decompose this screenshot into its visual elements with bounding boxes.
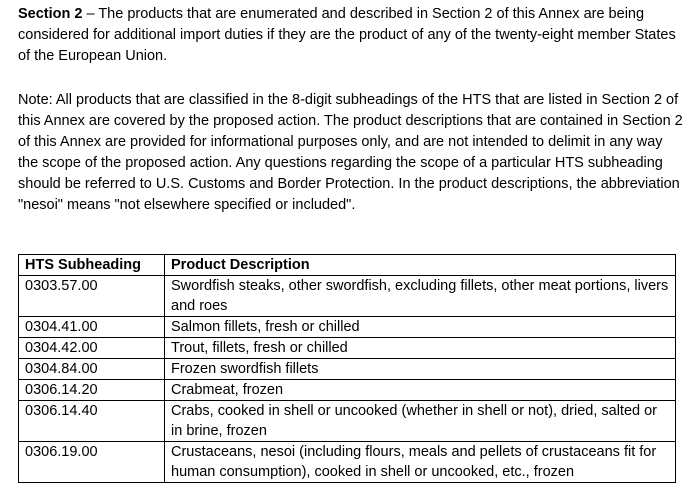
hts-code-cell: 0306.14.40 [19, 401, 165, 442]
hts-code-cell: 0304.42.00 [19, 338, 165, 359]
header-hts-subheading: HTS Subheading [19, 255, 165, 276]
table-row [19, 317, 676, 338]
note-paragraph: Note: All products that are classified in the 8-digit subheadings of the HTS that are listed in Section 2 of this Annex are covered by the proposed action. The product descriptions that are contained in Section 2 of this Annex are provided for informational purposes only, and are not intended to delimit in any way the scope of the proposed action. Any questions regarding the scope of a particular HTS subheading should be referred to U.S. Customs and Border Protection. In the product descriptions, the abbreviation "nesoi" means "not elsewhere specified or included". [18, 92, 683, 213]
table-row [19, 380, 676, 401]
hts-code-cell: 0304.84.00 [19, 359, 165, 380]
header-product-description: Product Description [165, 255, 676, 276]
description-cell: Swordfish steaks, other swordfish, excluding fillets, other meat portions, livers and roes [165, 276, 676, 317]
hts-code-cell: 0303.57.00 [19, 276, 165, 317]
hts-code-cell: 0306.14.20 [19, 380, 165, 401]
table-row [19, 442, 676, 483]
description-cell: Crustaceans, nesoi (including flours, meals and pellets of crustaceans fit for human consumption), cooked in shell or uncooked, etc., frozen [165, 442, 676, 483]
table-row [19, 359, 676, 380]
table-row [19, 401, 676, 442]
description-cell: Salmon fillets, fresh or chilled [165, 317, 676, 338]
section-heading: Section 2 [18, 6, 83, 22]
table-row [19, 338, 676, 359]
hts-code-cell: 0306.19.00 [19, 442, 165, 483]
description-cell: Trout, fillets, fresh or chilled [165, 338, 676, 359]
hts-code-cell: 0304.41.00 [19, 317, 165, 338]
section-paragraph [18, 4, 686, 67]
section-text: The products that are enumerated and described in Section 2 of this Annex are being considered for additional import duties if they are the product of any of the twenty-eight member States of the European Union. [18, 6, 676, 64]
description-cell: Crabs, cooked in shell or uncooked (whether in shell or not), dried, salted or in brine, frozen [165, 401, 676, 442]
table-row [19, 276, 676, 317]
description-cell: Frozen swordfish fillets [165, 359, 676, 380]
table-header-row [19, 255, 676, 276]
description-cell: Crabmeat, frozen [165, 380, 676, 401]
hts-table [18, 254, 676, 483]
section-dash: – [82, 6, 99, 22]
